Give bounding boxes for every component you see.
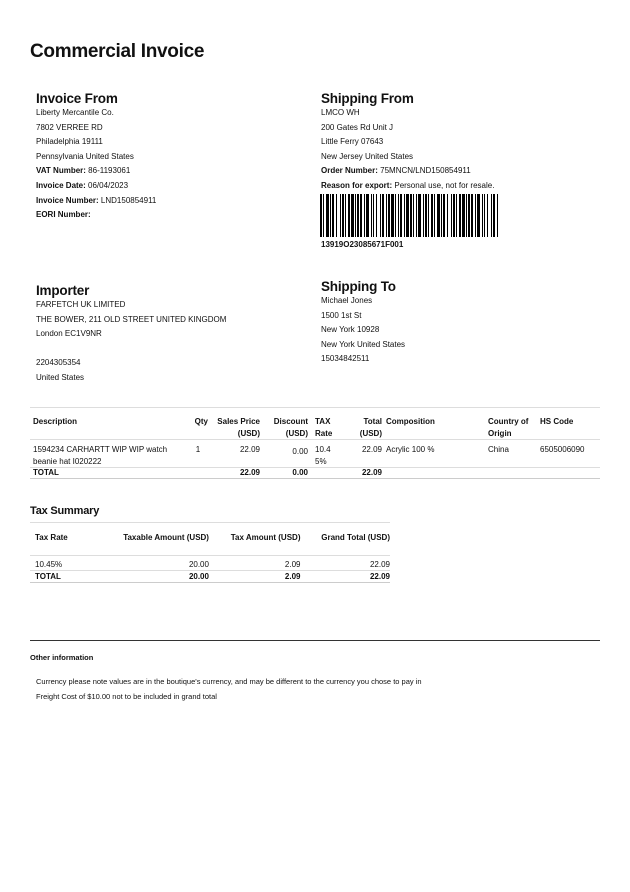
items-table bbox=[30, 407, 600, 479]
tax-total-grand: 22.09 bbox=[300, 571, 390, 583]
invoice-number-value: LND150854911 bbox=[100, 195, 157, 205]
item-tax-rate: 10.4 5% bbox=[315, 445, 331, 466]
tax-summary-table bbox=[30, 522, 390, 583]
item-composition: Acrylic 100 % bbox=[386, 445, 435, 454]
shipping-to-line: Michael Jones bbox=[321, 296, 373, 305]
tax-total-tax: 2.09 bbox=[209, 571, 301, 583]
tax-total-label: TOTAL bbox=[30, 571, 122, 583]
col-description: Description bbox=[33, 417, 78, 426]
tax-total-taxable: 20.00 bbox=[122, 571, 209, 583]
importer-line: THE BOWER, 211 OLD STREET UNITED KINGDOM bbox=[36, 314, 227, 324]
items-header-row bbox=[30, 408, 600, 440]
export-reason-value: Personal use, not for resale. bbox=[394, 180, 495, 190]
invoice-from-line: Philadelphia 19111 bbox=[36, 137, 103, 147]
other-info-block bbox=[36, 674, 422, 704]
shipping-to-block bbox=[321, 279, 405, 367]
importer-line: 2204305354 bbox=[36, 358, 81, 368]
invoice-from-heading: Invoice From bbox=[36, 91, 118, 106]
eori-label: EORI Number: bbox=[36, 210, 91, 220]
section-divider bbox=[30, 640, 600, 641]
table-row bbox=[30, 440, 600, 468]
other-info-line: Currency please note values are in the boutique's currency, and may be different to the currency you chose to pay in bbox=[36, 677, 422, 686]
shipping-from-heading: Shipping From bbox=[321, 91, 414, 106]
invoice-title: Commercial Invoice bbox=[30, 41, 205, 62]
invoice-number-label: Invoice Number: bbox=[36, 195, 99, 205]
importer-block bbox=[36, 283, 226, 386]
shipping-to-heading: Shipping To bbox=[321, 279, 396, 294]
order-number bbox=[321, 164, 494, 179]
item-description: 1594234 CARHARTT WIP WIP watch beanie hat I020222 bbox=[33, 445, 168, 466]
other-info-heading: Other information bbox=[30, 653, 94, 662]
shipping-to-line: New York 10928 bbox=[321, 325, 380, 335]
col-composition: Composition bbox=[386, 417, 435, 426]
importer-line: London EC1V9NR bbox=[36, 329, 102, 339]
order-number-label: Order Number: bbox=[321, 166, 378, 176]
col-qty: Qty bbox=[194, 417, 208, 426]
col-taxable-amount: Taxable Amount (USD) bbox=[123, 533, 209, 542]
col-tax-rate: TAX Rate bbox=[315, 417, 333, 438]
order-number-value: 75MNCN/LND150854911 bbox=[380, 166, 471, 176]
items-total-row bbox=[30, 468, 600, 479]
item-total: 22.09 bbox=[361, 445, 382, 454]
other-info-line: Freight Cost of $10.00 not to be included in grand total bbox=[36, 692, 217, 701]
items-total-amount: 22.09 bbox=[342, 468, 382, 479]
invoice-date bbox=[36, 179, 156, 194]
shipping-from-line: LMCO WH bbox=[321, 108, 360, 117]
invoice-date-label: Invoice Date: bbox=[36, 180, 86, 190]
barcode-image bbox=[320, 194, 499, 237]
invoice-number bbox=[36, 194, 156, 209]
invoice-date-value: 06/04/2023 bbox=[88, 180, 129, 190]
vat-number bbox=[36, 164, 156, 179]
shipping-from-line: New Jersey United States bbox=[321, 151, 414, 161]
shipping-to-line: 1500 1st St bbox=[321, 310, 362, 320]
tax-row-taxable: 20.00 bbox=[188, 560, 209, 569]
eori-number bbox=[36, 208, 156, 223]
importer-line bbox=[36, 342, 226, 357]
item-sales-price: 22.09 bbox=[239, 445, 260, 454]
importer-line: FARFETCH UK LIMITED bbox=[36, 300, 126, 309]
col-tax-rate: Tax Rate bbox=[35, 533, 68, 542]
vat-label: VAT Number: bbox=[36, 166, 86, 176]
tax-row-rate: 10.45% bbox=[35, 560, 63, 569]
shipping-from-block bbox=[321, 91, 494, 194]
table-row bbox=[30, 556, 390, 571]
tax-row-grand: 22.09 bbox=[369, 560, 390, 569]
invoice-from-block bbox=[36, 91, 156, 223]
tax-total-row bbox=[30, 571, 390, 583]
col-total: Total (USD) bbox=[359, 417, 382, 438]
vat-value: 86-1193061 bbox=[88, 166, 131, 176]
shipping-from-line: Little Ferry 07643 bbox=[321, 137, 384, 147]
export-reason bbox=[321, 179, 494, 194]
shipping-to-line: New York United States bbox=[321, 339, 406, 349]
shipping-from-line: 200 Gates Rd Unit J bbox=[321, 122, 394, 132]
item-qty: 1 bbox=[195, 445, 201, 454]
invoice-from-line: Pennsylvania United States bbox=[36, 151, 134, 161]
tax-row-tax: 2.09 bbox=[284, 560, 301, 569]
item-hs-code: 6505006090 bbox=[540, 445, 585, 454]
items-total-discount: 0.00 bbox=[260, 468, 308, 479]
shipping-to-line: 15034842511 bbox=[321, 354, 370, 364]
barcode-bar bbox=[498, 194, 499, 237]
col-origin: Country of Origin bbox=[488, 417, 529, 438]
col-tax-amount: Tax Amount (USD) bbox=[230, 533, 301, 542]
export-reason-label: Reason for export: bbox=[321, 180, 393, 190]
invoice-from-line: Liberty Mercantile Co. bbox=[36, 108, 114, 117]
col-grand-total: Grand Total (USD) bbox=[321, 533, 390, 542]
col-discount: Discount (USD) bbox=[273, 417, 308, 438]
invoice-from-line: 7802 VERREE RD bbox=[36, 122, 103, 132]
importer-heading: Importer bbox=[36, 283, 90, 298]
barcode-text: 13919O23085671F001 bbox=[321, 240, 404, 249]
items-total-label: TOTAL bbox=[30, 468, 180, 479]
item-discount: 0.00 bbox=[292, 447, 308, 456]
tax-summary-heading: Tax Summary bbox=[30, 505, 100, 517]
items-total-sales-price: 22.09 bbox=[208, 468, 260, 479]
tax-header-row bbox=[30, 523, 390, 556]
importer-line: United States bbox=[36, 372, 85, 382]
col-hs-code: HS Code bbox=[540, 417, 574, 426]
item-origin: China bbox=[488, 445, 509, 454]
col-sales-price: Sales Price (USD) bbox=[217, 417, 260, 438]
